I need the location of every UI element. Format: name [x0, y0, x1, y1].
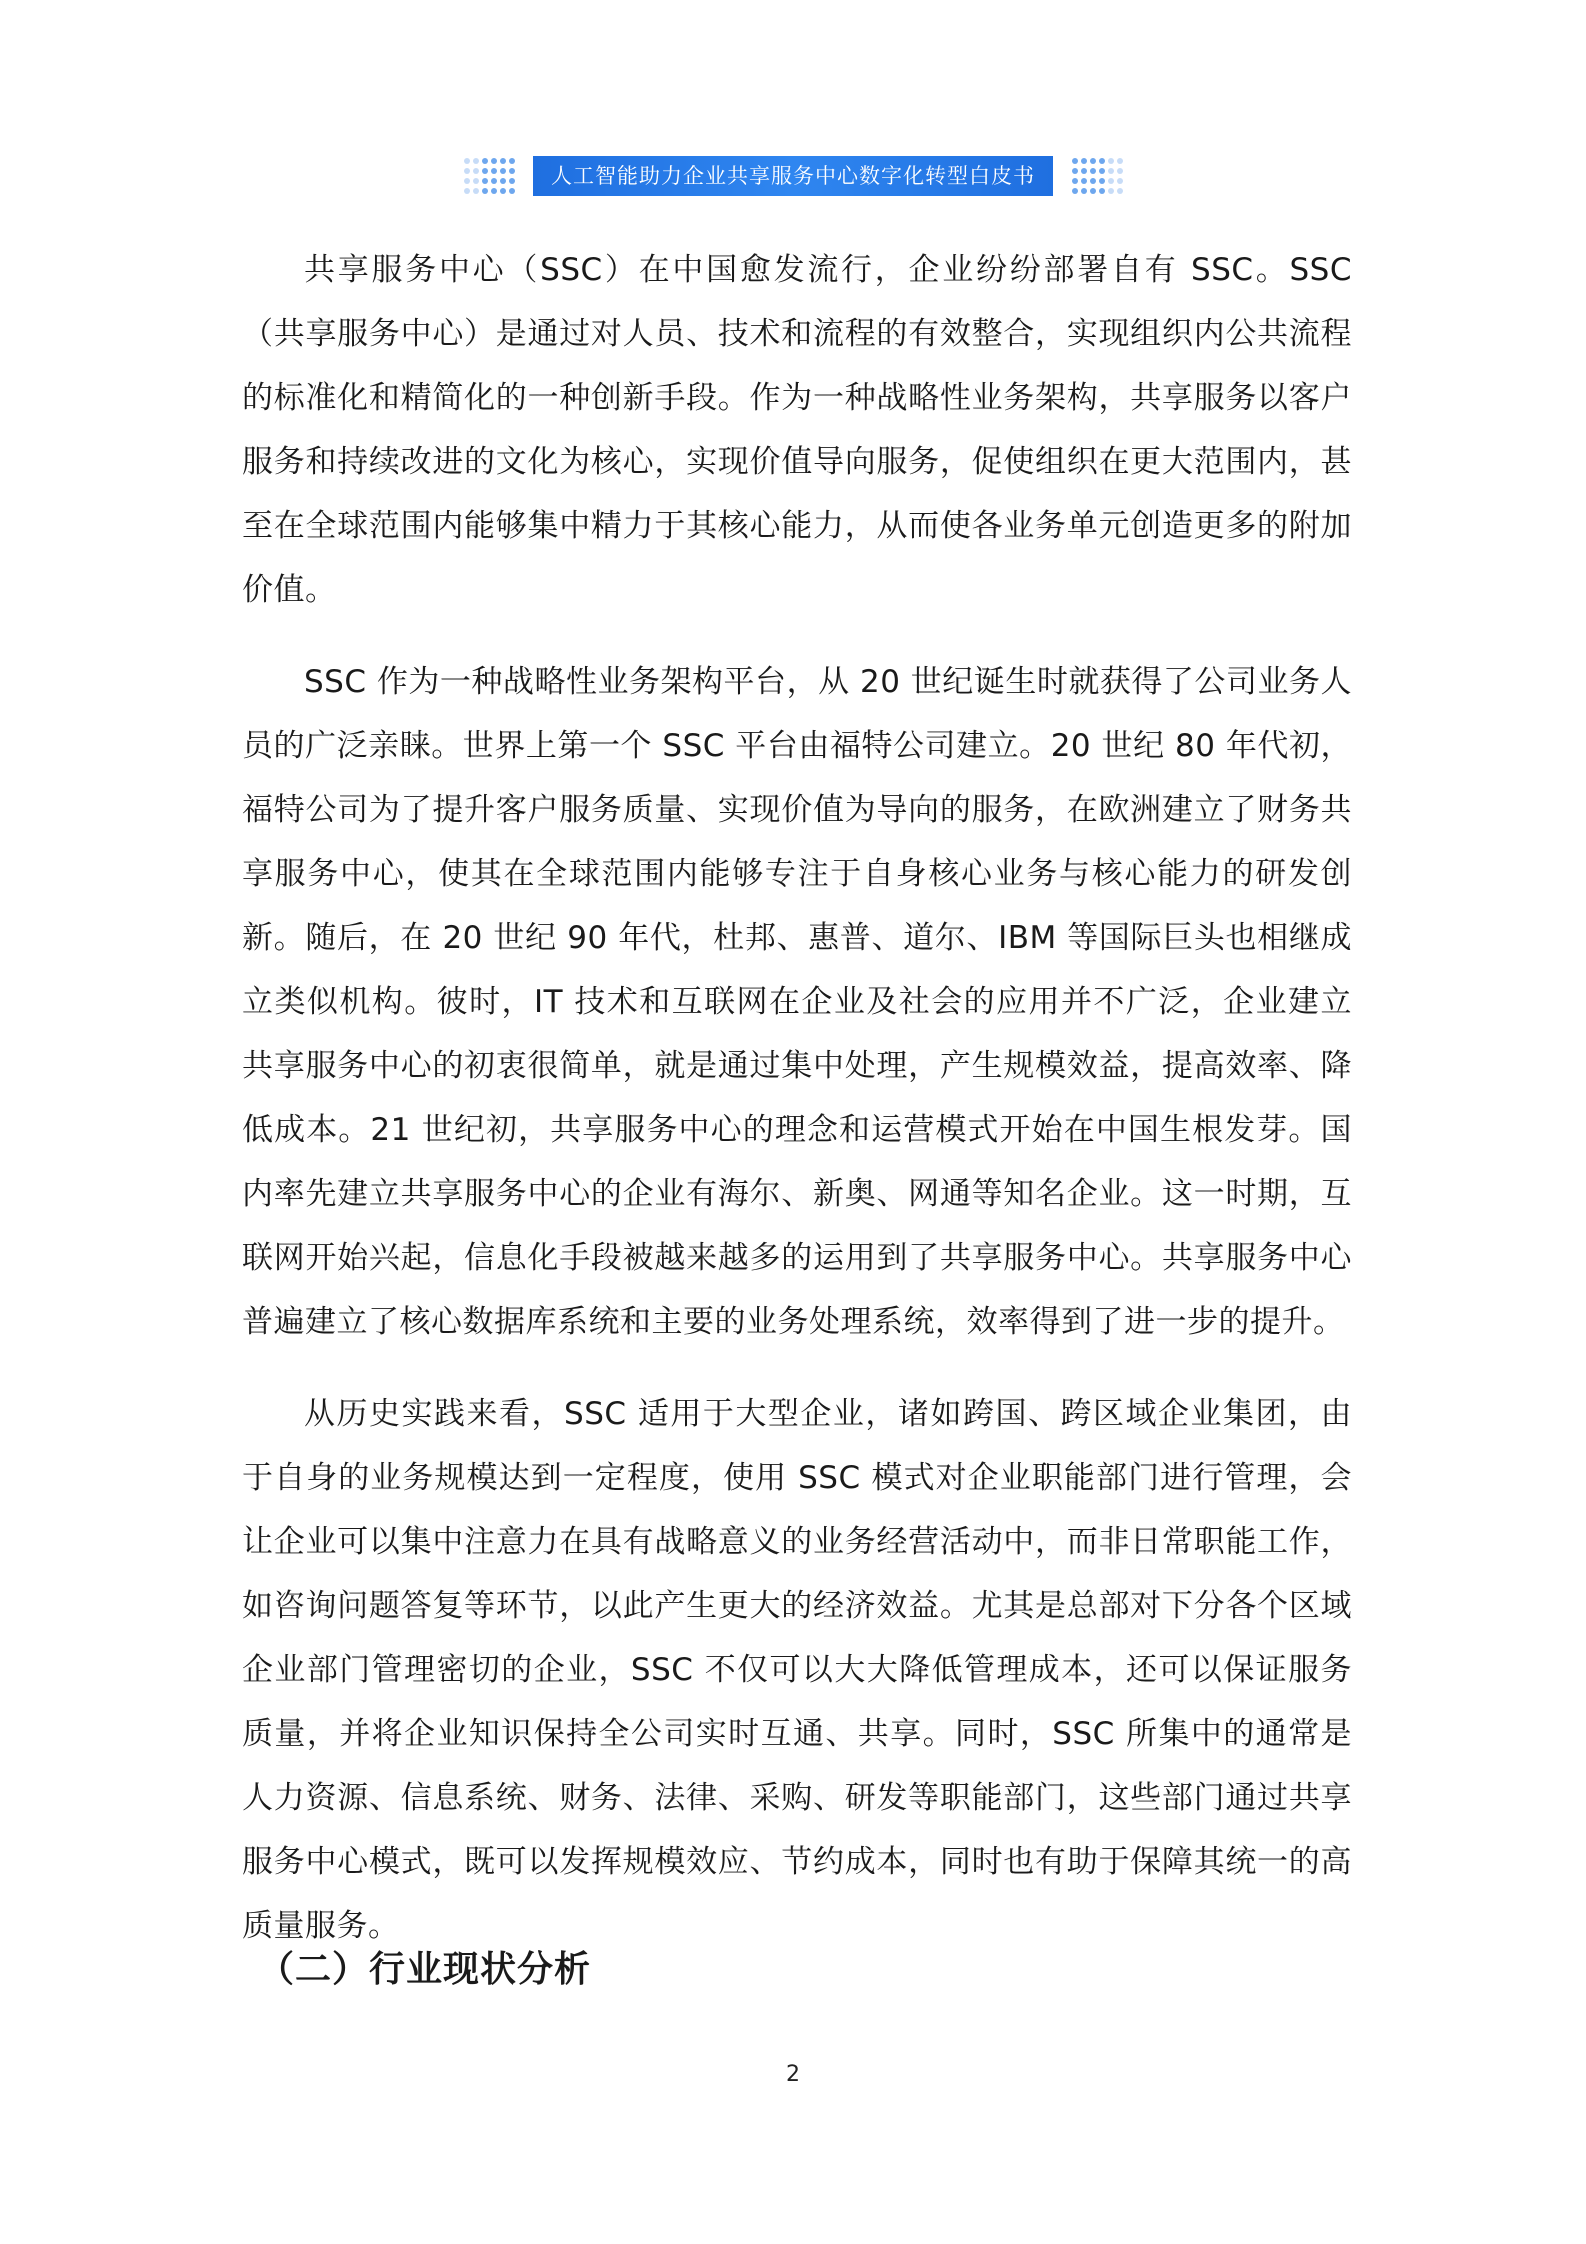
body-text	[242, 238, 1352, 1986]
page-header	[0, 148, 1586, 204]
dot-grid-icon	[1071, 157, 1123, 195]
paragraph: SSC 作为一种战略性业务架构平台，从 20 世纪诞生时就获得了公司业务人员的广泛亲睐。世界上第一个 SSC 平台由福特公司建立。20 世纪 80 年代初，福特公司为了提升客户服务质量、实现价值为导向的服务，在欧洲建立了财务共享服务中心，使其在全球范围内能够专注于自身核心业务与核心能力的研发创新。随后，在 20 世纪 90 年代，杜邦、惠普、道尔、IBM 等国际巨头也相继成立类似机构。彼时，IT 技术和互联网在企业及社会的应用并不广泛，企业建立共享服务中心的初衷很简单，就是通过集中处理，产生规模效益，提高效率、降低成本。21 世纪初，共享服务中心的理念和运营模式开始在中国生根发芽。国内率先建立共享服务中心的企业有海尔、新奥、网通等知名企业。这一时期，互联网开始兴起，信息化手段被越来越多的运用到了共享服务中心。共享服务中心普遍建立了核心数据库系统和主要的业务处理系统，效率得到了进一步的提升。	[242, 664, 1352, 1340]
page-number: 2	[786, 2062, 800, 2087]
header-title: 人工智能助力企业共享服务中心数字化转型白皮书	[533, 156, 1053, 196]
paragraph: 从历史实践来看，SSC 适用于大型企业，诸如跨国、跨区域企业集团，由于自身的业务规模达到一定程度，使用 SSC 模式对企业职能部门进行管理，会让企业可以集中注意力在具有战略意义的业务经营活动中，而非日常职能工作，如咨询问题答复等环节，以此产生更大的经济效益。尤其是总部对下分各个区域企业部门管理密切的企业，SSC 不仅可以大大降低管理成本，还可以保证服务质量，并将企业知识保持全公司实时互通、共享。同时，SSC 所集中的通常是人力资源、信息系统、财务、法律、采购、研发等职能部门，这些部门通过共享服务中心模式，既可以发挥规模效应、节约成本，同时也有助于保障其统一的高质量服务。	[242, 1396, 1352, 1944]
dot-grid-icon	[463, 157, 515, 195]
paragraph: 共享服务中心（SSC）在中国愈发流行，企业纷纷部署自有 SSC。SSC（共享服务中心）是通过对人员、技术和流程的有效整合，实现组织内公共流程的标准化和精简化的一种创新手段。作为一种战略性业务架构，共享服务以客户服务和持续改进的文化为核心，实现价值导向服务，促使组织在更大范围内，甚至在全球范围内能够集中精力于其核心能力，从而使各业务单元创造更多的附加价值。	[242, 252, 1352, 608]
section-heading: （二）行业现状分析	[258, 1949, 592, 1990]
